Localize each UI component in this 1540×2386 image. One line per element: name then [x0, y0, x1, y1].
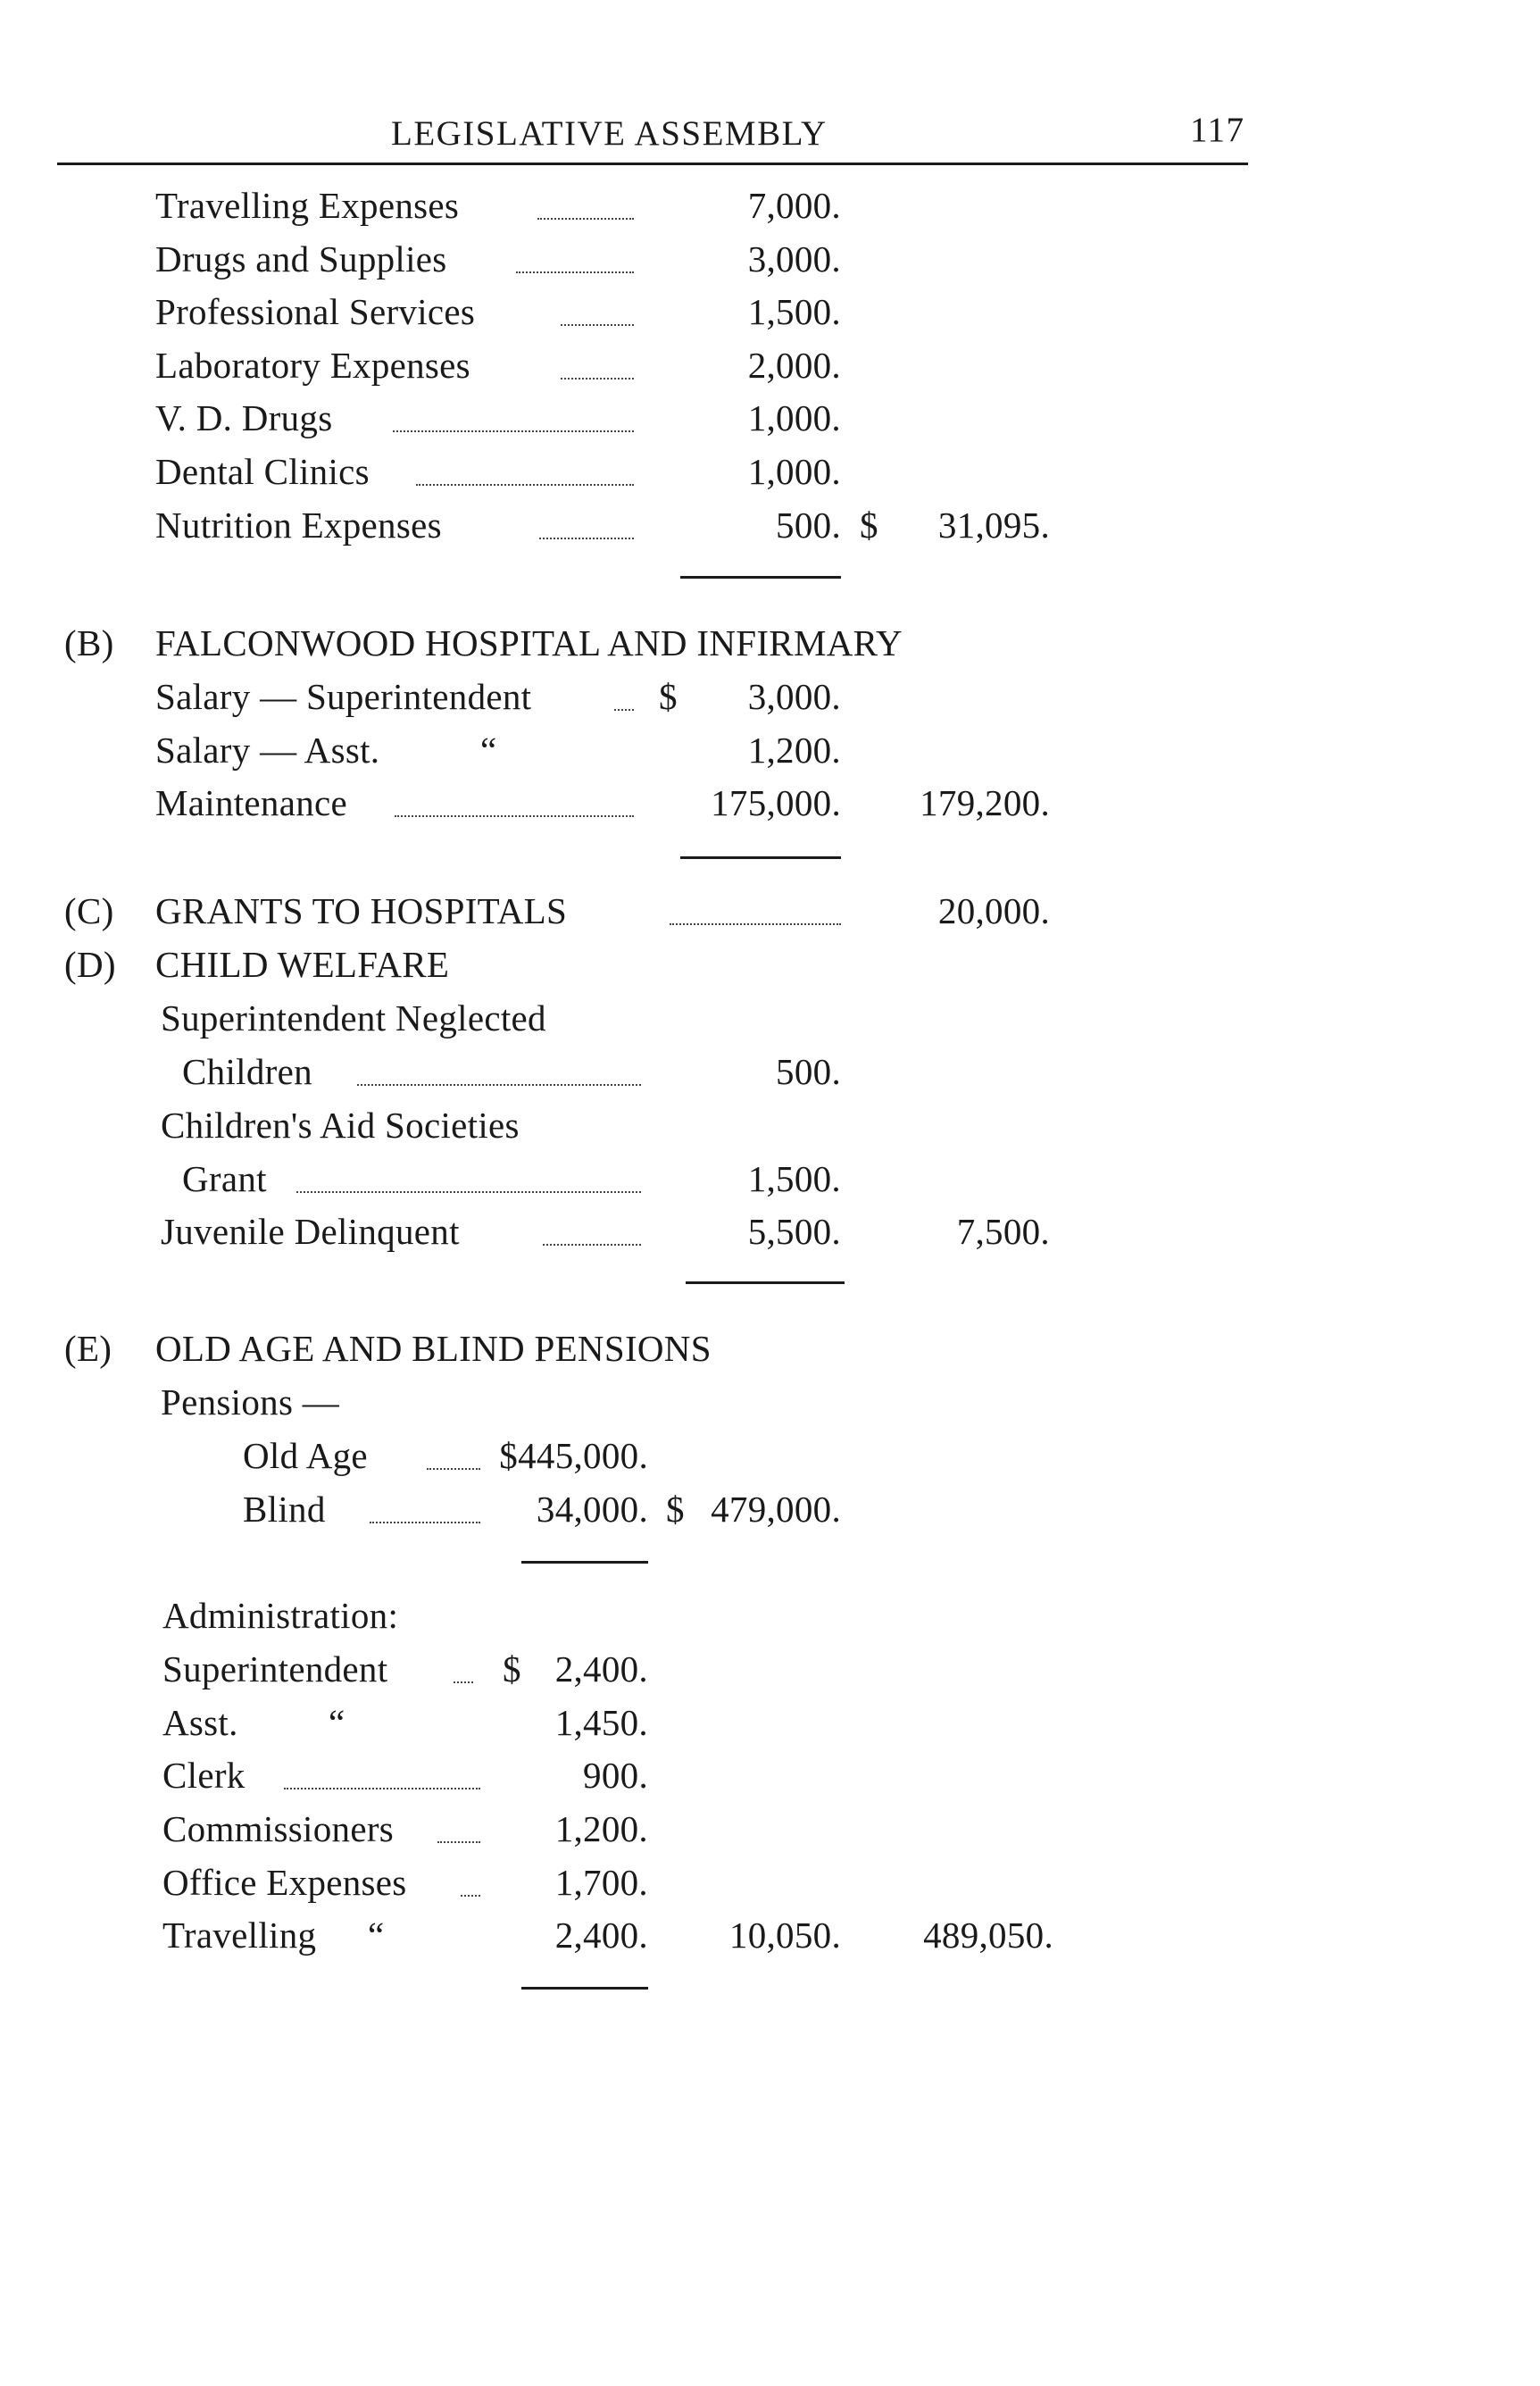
admin-amount: 1,450. [554, 1702, 648, 1743]
leader-dots [437, 1841, 480, 1843]
section-total: 7,500. [956, 1211, 1050, 1252]
row-amount: 1,200. [747, 730, 841, 771]
row-label: Professional Services [155, 291, 476, 332]
leader-dots [284, 1788, 480, 1790]
leader-dots [416, 484, 634, 486]
leader-dots [543, 1244, 641, 1246]
admin-amount: 1,200. [554, 1808, 648, 1849]
admin-label: Office Expenses [162, 1862, 407, 1903]
total-rule [521, 1987, 648, 1990]
row-label: Drugs and Supplies [155, 238, 447, 279]
row-label: Salary — Asst. [155, 730, 380, 771]
section-title: OLD AGE AND BLIND PENSIONS [155, 1328, 712, 1369]
leader-dots [561, 378, 634, 380]
section-total: 489,050. [923, 1915, 1053, 1956]
pensions-subtotal: 479,000. [711, 1489, 841, 1530]
dollar-sign: $ [860, 505, 878, 546]
total-rule [686, 1281, 845, 1284]
leader-dots [539, 538, 634, 539]
leader-dots [454, 1681, 473, 1683]
pension-amount: 34,000. [536, 1489, 648, 1530]
administration-label: Administration: [162, 1595, 399, 1636]
row-label: Juvenile Delinquent [161, 1211, 460, 1252]
total-rule [680, 576, 841, 579]
leader-dots [670, 923, 841, 925]
page-number: 117 [1190, 111, 1245, 149]
row-label: Superintendent Neglected [161, 997, 546, 1039]
row-amount: 3,000. [747, 676, 841, 717]
dollar-sign: $ [666, 1489, 685, 1530]
row-amount: 1,000. [747, 397, 841, 438]
row-amount: 1,000. [747, 451, 841, 492]
admin-label: Superintendent [162, 1648, 388, 1689]
admin-label: Commissioners [162, 1808, 395, 1849]
row-label: Nutrition Expenses [155, 505, 442, 546]
admin-amount: 900. [583, 1755, 648, 1796]
leader-dots [357, 1084, 641, 1086]
leader-dots [516, 271, 634, 273]
row-label: Laboratory Expenses [155, 345, 470, 386]
section-total: 179,200. [920, 782, 1050, 823]
admin-label: Asst. [162, 1702, 238, 1743]
ditto-mark: “ [480, 730, 497, 771]
row-amount: 2,000. [747, 345, 841, 386]
leader-dots [461, 1895, 480, 1897]
pension-amount: $445,000. [499, 1435, 648, 1476]
pensions-label: Pensions — [161, 1381, 340, 1422]
row-label: Maintenance [155, 782, 348, 823]
leader-dots [561, 324, 634, 326]
section-title: GRANTS TO HOSPITALS [155, 890, 568, 931]
row-label: Salary — Superintendent [155, 676, 532, 717]
row-label-continued: Grant [182, 1158, 267, 1199]
dollar-sign: $ [659, 676, 678, 717]
section-total: 31,095. [937, 505, 1050, 546]
section-letter: (D) [64, 944, 116, 985]
header-rule [57, 163, 1248, 165]
row-amount: 500. [776, 1051, 841, 1092]
leader-dots [296, 1191, 641, 1193]
administration-subtotal: 10,050. [728, 1915, 841, 1956]
row-amount: 7,000. [747, 185, 841, 226]
admin-amount: 2,400. [554, 1648, 648, 1689]
section-letter: (E) [64, 1328, 112, 1369]
leader-dots [395, 815, 634, 817]
page-header-title: LEGISLATIVE ASSEMBLY [391, 114, 828, 153]
row-amount: 1,500. [747, 291, 841, 332]
row-label: Travelling Expenses [155, 185, 460, 226]
subtotal-rule [521, 1561, 648, 1564]
section-title: CHILD WELFARE [155, 944, 450, 985]
ditto-mark: “ [329, 1702, 345, 1743]
leader-dots [614, 709, 634, 711]
section-letter: (C) [64, 890, 114, 931]
row-label-continued: Children [182, 1051, 312, 1092]
admin-label: Clerk [162, 1755, 246, 1796]
admin-amount: 1,700. [554, 1862, 648, 1903]
row-amount: 1,500. [747, 1158, 841, 1199]
section-title: FALCONWOOD HOSPITAL AND INFIRMARY [155, 622, 903, 663]
admin-amount: 2,400. [554, 1915, 648, 1956]
leader-dots [393, 430, 634, 432]
pension-label: Old Age [243, 1435, 368, 1476]
row-label: Children's Aid Societies [161, 1105, 520, 1146]
row-label: V. D. Drugs [155, 397, 333, 438]
row-amount: 500. [776, 505, 841, 546]
row-label: Dental Clinics [155, 451, 370, 492]
admin-label: Travelling [162, 1915, 317, 1956]
leader-dots [537, 218, 634, 220]
section-letter: (B) [64, 622, 114, 663]
total-rule [680, 856, 841, 859]
row-amount: 175,000. [711, 782, 841, 823]
row-amount: 5,500. [747, 1211, 841, 1252]
row-amount: 3,000. [747, 238, 841, 279]
pension-label: Blind [243, 1489, 326, 1530]
section-total: 20,000. [937, 890, 1050, 931]
dollar-sign: $ [503, 1648, 521, 1689]
ditto-mark: “ [368, 1915, 385, 1956]
